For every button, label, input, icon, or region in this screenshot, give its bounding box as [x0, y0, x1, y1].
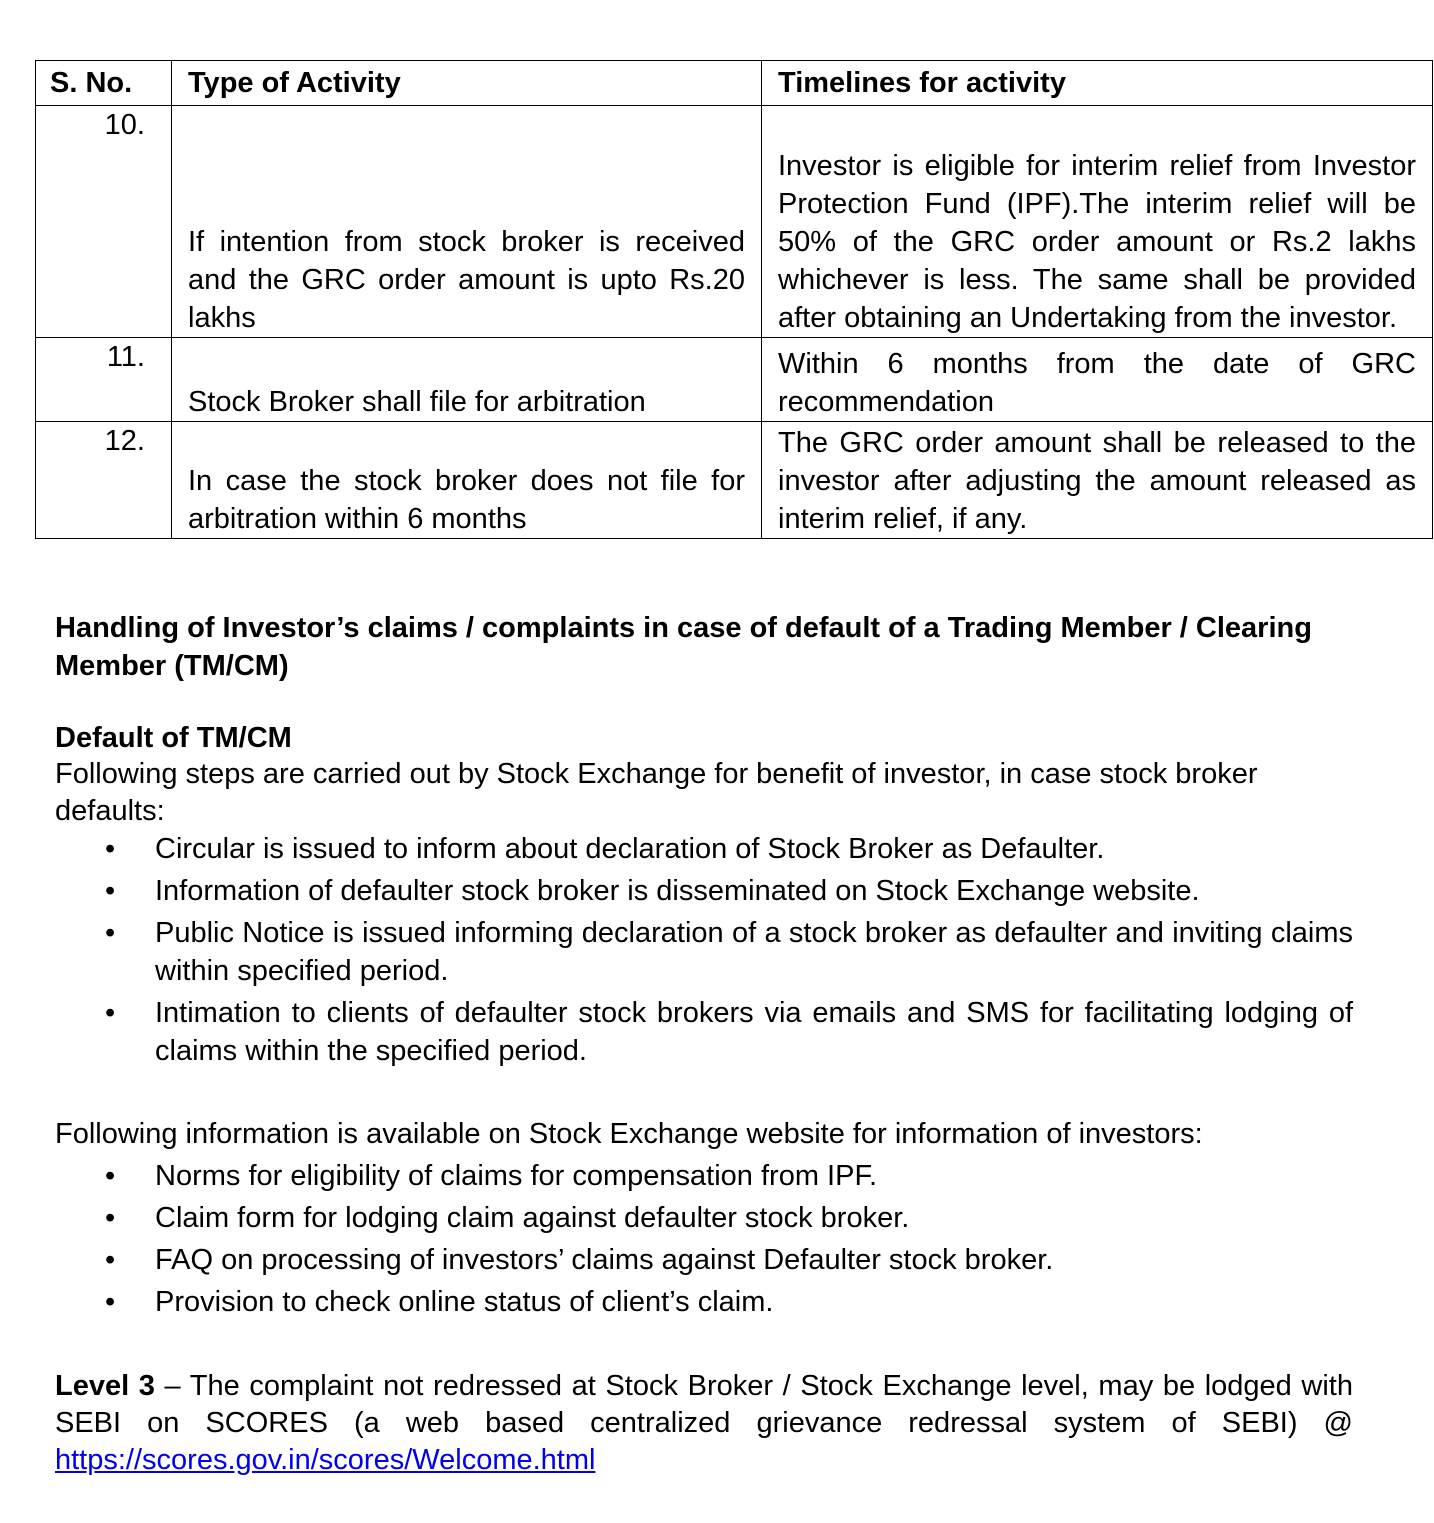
list-item-text: Claim form for lodging claim against defaulter stock broker.	[155, 1202, 910, 1234]
bullet-icon: •	[105, 833, 116, 865]
level3-label: Level 3	[55, 1370, 155, 1402]
table-row	[36, 338, 1433, 422]
info-intro: Following information is available on Stock Exchange website for information of investors:	[55, 1118, 1203, 1150]
row-activity: In case the stock broker does not file for arbitration within 6 months	[172, 422, 762, 539]
bullet-icon: •	[105, 1286, 116, 1318]
intro-paragraph: Following steps are carried out by Stock Exchange for benefit of investor, in case stock broker defaults:	[55, 758, 1258, 827]
info-list	[55, 1157, 1353, 1325]
row-number: 10.	[36, 106, 172, 338]
bullet-icon: •	[105, 917, 116, 949]
list-item-text: Provision to check online status of client’s claim.	[155, 1286, 774, 1318]
row-number: 11.	[36, 338, 172, 422]
row-activity: Stock Broker shall file for arbitration	[172, 338, 762, 422]
list-item	[55, 872, 1353, 910]
header-activity: Type of Activity	[172, 61, 762, 106]
bullet-icon: •	[105, 1202, 116, 1234]
section-heading: Handling of Investor’s claims / complaints in case of default of a Trading Member / Clearing Member (TM/CM)	[55, 612, 1312, 682]
scores-link[interactable]: https://scores.gov.in/scores/Welcome.html	[55, 1444, 596, 1476]
bullet-icon: •	[105, 1160, 116, 1192]
list-item	[55, 1157, 1353, 1195]
row-number: 12.	[36, 422, 172, 539]
bullet-icon: •	[105, 997, 116, 1029]
steps-list	[55, 830, 1353, 1074]
list-item	[55, 1199, 1353, 1237]
row-timeline: Within 6 months from the date of GRC recommendation	[762, 338, 1433, 422]
header-sno: S. No.	[36, 61, 172, 106]
activity-timeline-table	[35, 60, 1433, 539]
level3-paragraph	[55, 1368, 1353, 1479]
table-row	[36, 422, 1433, 539]
list-item-text: Public Notice is issued informing declaration of a stock broker as defaulter and inviting claims within specified period.	[155, 917, 1353, 987]
bullet-icon: •	[105, 875, 116, 907]
row-timeline: The GRC order amount shall be released to the investor after adjusting the amount released as interim relief, if any.	[762, 422, 1433, 539]
list-item-text: Circular is issued to inform about declaration of Stock Broker as Defaulter.	[155, 833, 1105, 865]
list-item	[55, 994, 1353, 1070]
list-item-text: Norms for eligibility of claims for compensation from IPF.	[155, 1160, 877, 1192]
list-item	[55, 1241, 1353, 1279]
list-item	[55, 830, 1353, 868]
level3-text: – The complaint not redressed at Stock Broker / Stock Exchange level, may be lodged with SEBI on SCORES (a web based centralized grievance redressal system of SEBI) @	[55, 1370, 1353, 1439]
row-activity: If intention from stock broker is received and the GRC order amount is upto Rs.20 lakhs	[172, 106, 762, 338]
list-item-text: FAQ on processing of investors’ claims against Defaulter stock broker.	[155, 1244, 1054, 1276]
row-timeline: Investor is eligible for interim relief from Investor Protection Fund (IPF).The interim relief will be 50% of the GRC order amount or Rs.2 lakhs whichever is less. The same shall be provided after obtaining an Undertaking from the investor.	[762, 106, 1433, 338]
list-item-text: Intimation to clients of defaulter stock brokers via emails and SMS for facilitating lodging of claims within the specified period.	[155, 997, 1353, 1067]
header-timeline: Timelines for activity	[762, 61, 1433, 106]
list-item	[55, 1283, 1353, 1321]
table-row	[36, 106, 1433, 338]
table-header-row	[36, 61, 1433, 106]
list-item	[55, 914, 1353, 990]
subheading: Default of TM/CM	[55, 722, 292, 754]
list-item-text: Information of defaulter stock broker is disseminated on Stock Exchange website.	[155, 875, 1200, 907]
bullet-icon: •	[105, 1244, 116, 1276]
